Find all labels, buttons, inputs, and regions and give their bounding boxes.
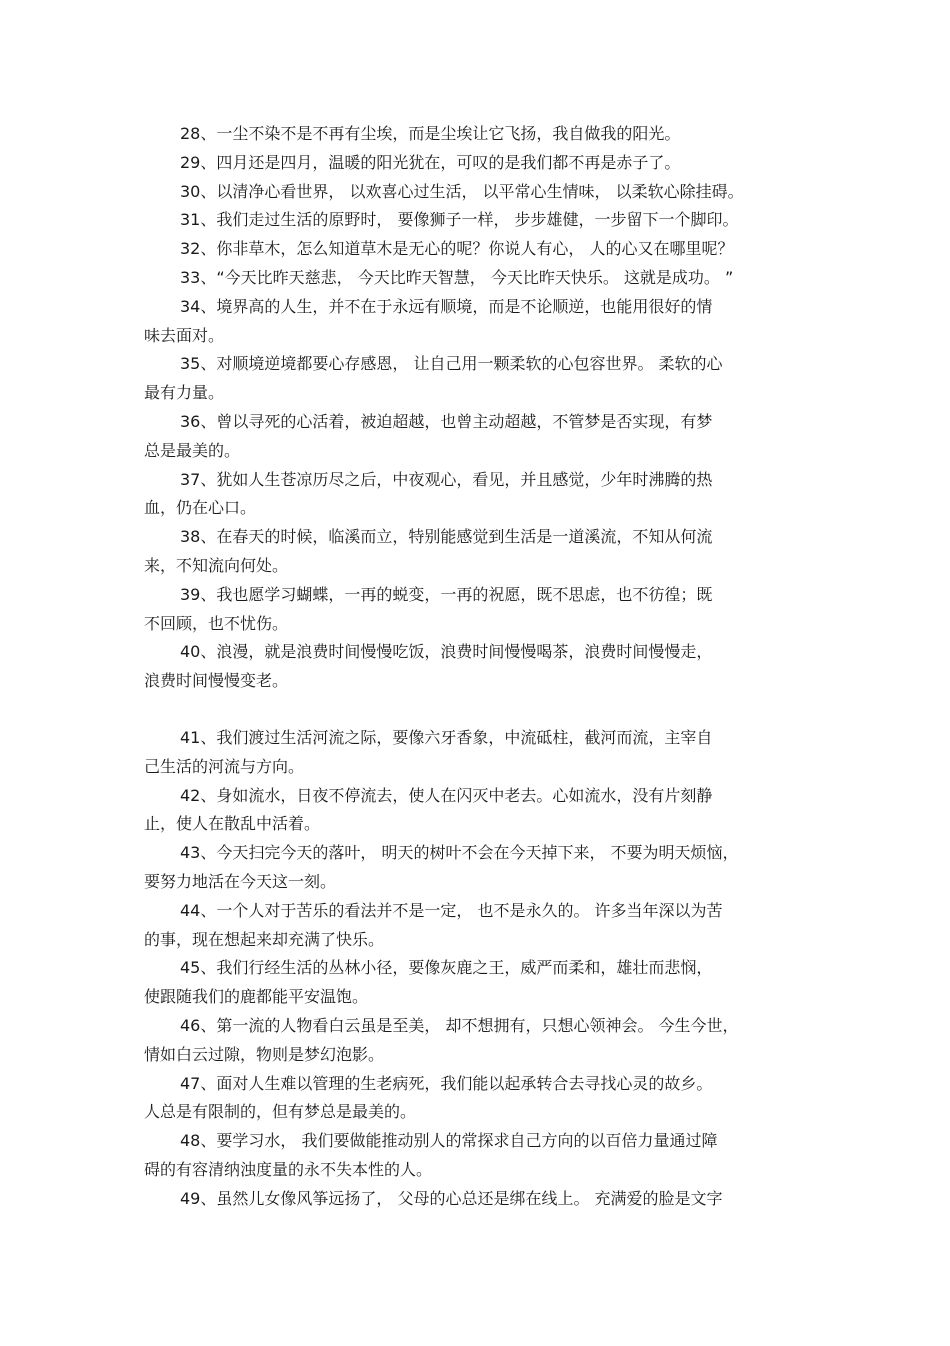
- quote-44: [144, 897, 808, 955]
- quote-line: 33、“今天比昨天慈悲， 今天比昨天智慧， 今天比昨天快乐。 这就是成功。 ”: [180, 267, 734, 287]
- quote-line: 49、虽然儿女像风筝远扬了， 父母的心总还是绑在线上。 充满爱的脸是文字: [180, 1188, 723, 1208]
- quote-line: 29、四月还是四月，温暖的阳光犹在，可叹的是我们都不再是赤子了。: [180, 152, 681, 172]
- quote-line: 28、一尘不染不是不再有尘埃，而是尘埃让它飞扬，我自做我的阳光。: [180, 124, 681, 143]
- quote-line-continued: 来，不知流向何处。: [144, 555, 289, 575]
- quote-line: 37、犹如人生苍凉历尽之后，中夜观心，看见，并且感觉，少年时沸腾的热: [180, 469, 713, 489]
- section-gap: [144, 696, 808, 724]
- quote-47: [144, 1070, 808, 1128]
- quote-49: [144, 1185, 808, 1214]
- quote-line-continued: 己生活的河流与方向。: [144, 756, 305, 776]
- quote-line: 44、一个人对于苦乐的看法并不是一定， 也不是永久的。 许多当年深以为苦: [180, 900, 723, 920]
- quote-line-continued: 情如白云过隙，物则是梦幻泡影。: [144, 1044, 385, 1064]
- quote-line: 43、今天扫完今天的落叶， 明天的树叶不会在今天掉下来， 不要为明天烦恼，: [180, 843, 739, 863]
- quote-line: 35、对顺境逆境都要心存感恩， 让自己用一颗柔软的心包容世界。 柔软的心: [180, 354, 723, 374]
- quote-37: [144, 466, 808, 524]
- quote-line: 40、浪漫，就是浪费时间慢慢吃饭，浪费时间慢慢喝茶，浪费时间慢慢走，: [180, 642, 713, 662]
- quote-line: 45、我们行经生活的丛林小径，要像灰鹿之王，威严而柔和，雄壮而悲悯，: [180, 958, 713, 978]
- quote-line-continued: 止，使人在散乱中活着。: [144, 814, 321, 834]
- document-body: [144, 120, 808, 1213]
- quote-28: [144, 120, 808, 149]
- quote-40: [144, 638, 808, 696]
- quote-line-continued: 人总是有限制的，但有梦总是最美的。: [144, 1102, 417, 1122]
- quote-line-continued: 总是最美的。: [144, 440, 241, 460]
- quote-45: [144, 954, 808, 1012]
- quote-line: 36、曾以寻死的心活着，被迫超越，也曾主动超越，不管梦是否实现，有梦: [180, 411, 713, 431]
- quote-line: 46、第一流的人物看白云虽是至美， 却不想拥有，只想心领神会。 今生今世，: [180, 1015, 739, 1035]
- quote-line: 41、我们渡过生活河流之际，要像六牙香象，中流砥柱，截河而流，主宰自: [180, 727, 713, 747]
- quote-line: 47、面对人生难以管理的生老病死，我们能以起承转合去寻找心灵的故乡。: [180, 1073, 713, 1093]
- quote-line: 42、身如流水，日夜不停流去，使人在闪灭中老去。心如流水，没有片刻静: [180, 785, 713, 805]
- quote-38: [144, 523, 808, 581]
- quote-line-continued: 使跟随我们的鹿都能平安温饱。: [144, 987, 369, 1007]
- quote-line-continued: 不回顾，也不忧伤。: [144, 613, 289, 633]
- quote-line-continued: 味去面对。: [144, 325, 225, 345]
- quote-line: 48、要学习水， 我们要做能推动别人的常探求自己方向的以百倍力量通过障: [180, 1131, 718, 1151]
- quote-35: [144, 350, 808, 408]
- quote-line: 34、境界高的人生，并不在于永远有顺境，而是不论顺逆，也能用很好的情: [180, 296, 713, 316]
- quote-39: [144, 581, 808, 639]
- quote-line-continued: 要努力地活在今天这一刻。: [144, 871, 337, 891]
- quote-line-continued: 浪费时间慢慢变老。: [144, 671, 289, 691]
- quote-32: [144, 235, 808, 264]
- quote-31: [144, 206, 808, 235]
- quote-29: [144, 149, 808, 178]
- quote-36: [144, 408, 808, 466]
- quote-33: [144, 264, 808, 293]
- quote-48: [144, 1127, 808, 1185]
- quote-line: 38、在春天的时候，临溪而立，特别能感觉到生活是一道溪流，不知从何流: [180, 527, 713, 547]
- quote-line: 32、你非草木，怎么知道草木是无心的呢？你说人有心， 人的心又在哪里呢？: [180, 239, 734, 259]
- quote-30: [144, 178, 808, 207]
- quote-line: 39、我也愿学习蝴蝶，一再的蜕变，一再的祝愿，既不思虑，也不彷徨；既: [180, 584, 713, 604]
- quote-34: [144, 293, 808, 351]
- quote-43: [144, 839, 808, 897]
- quote-46: [144, 1012, 808, 1070]
- quote-line: 31、我们走过生活的原野时， 要像狮子一样， 步步雄健，一步留下一个脚印。: [180, 210, 739, 230]
- quote-line-continued: 血，仍在心口。: [144, 498, 257, 518]
- quote-line-continued: 的事，现在想起来却充满了快乐。: [144, 929, 385, 949]
- quote-42: [144, 782, 808, 840]
- quote-41: [144, 724, 808, 782]
- quote-line: 30、以清净心看世界， 以欢喜心过生活， 以平常心生情味， 以柔软心除挂碍。: [180, 181, 744, 201]
- quote-line-continued: 碍的有容清纳浊度量的永不失本性的人。: [144, 1159, 433, 1179]
- quote-line-continued: 最有力量。: [144, 383, 225, 403]
